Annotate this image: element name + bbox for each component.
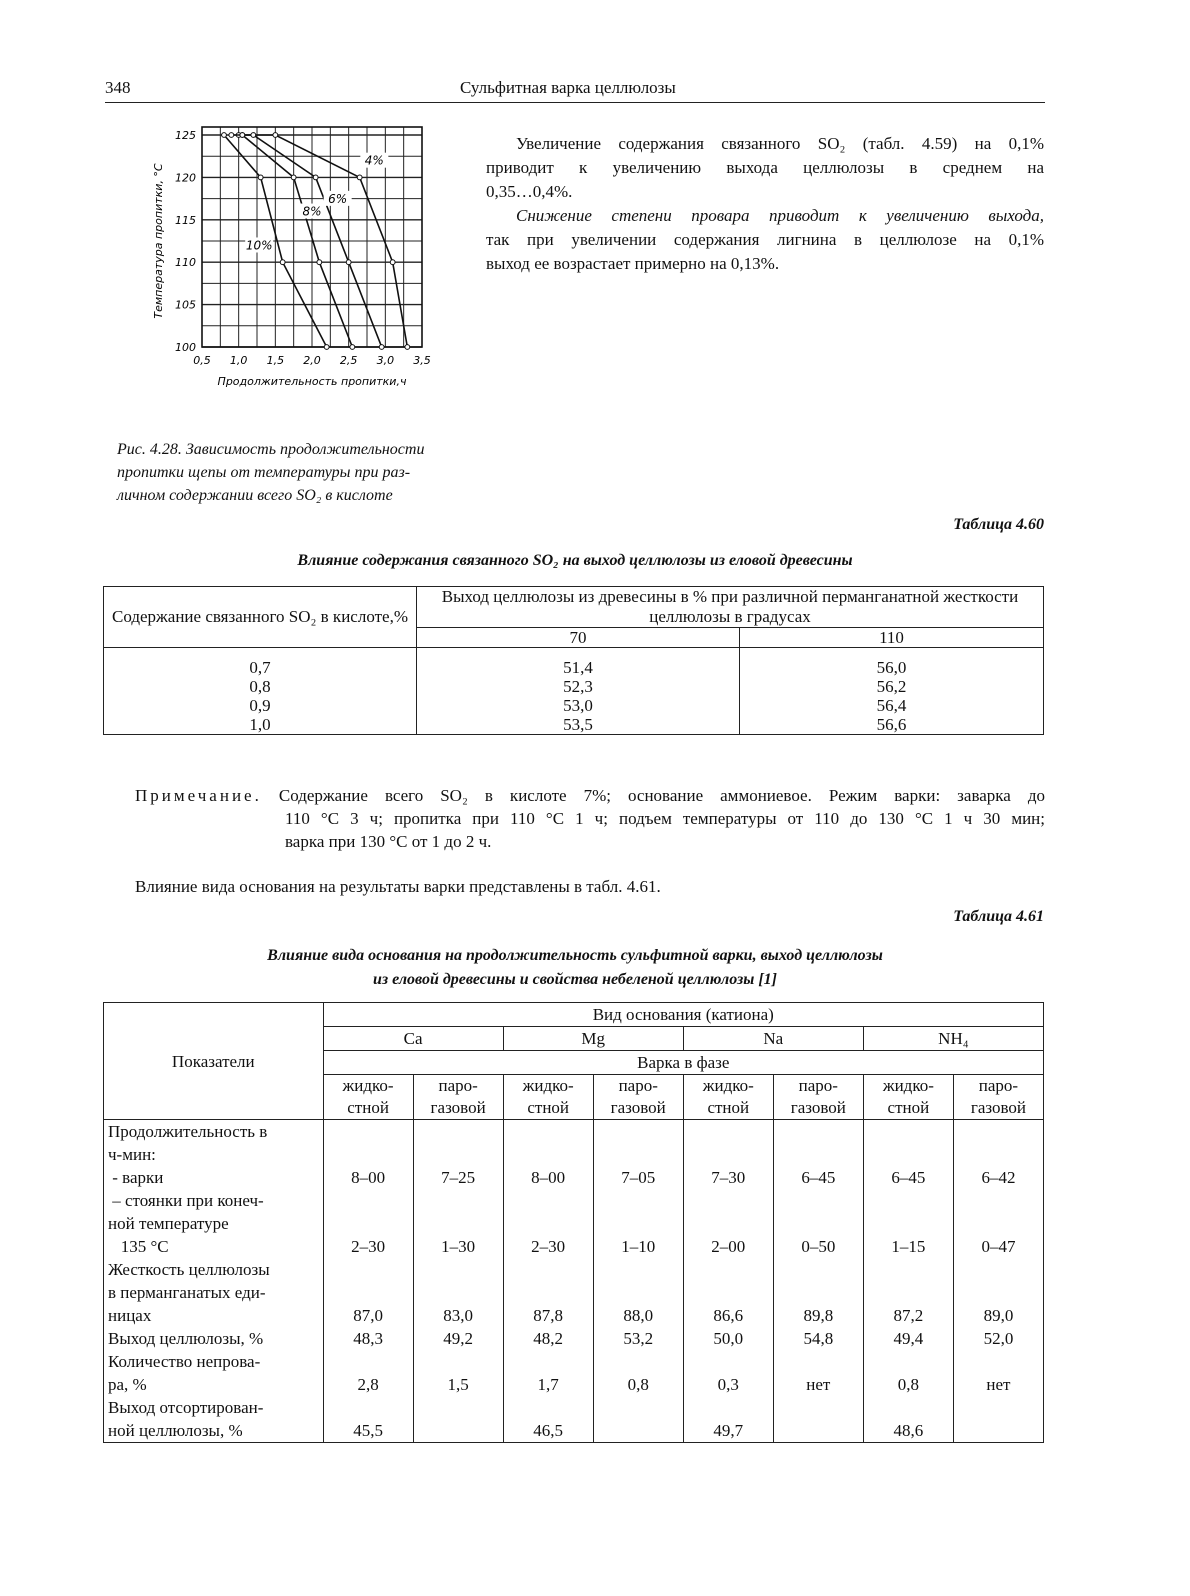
x-tick-label: 0,5 [193, 354, 211, 367]
data-point [229, 133, 234, 138]
table61-row [104, 1396, 1044, 1443]
row-label-line: Выход целлюлозы, % [108, 1329, 264, 1348]
data-point [324, 345, 329, 350]
subheader-line: паро- [438, 1076, 478, 1095]
caption-line: Рис. 4.28. Зависимость продолжительности [117, 441, 425, 458]
table61 [103, 1002, 1044, 1443]
table61-phase: Варка в фазе [323, 1051, 1043, 1075]
table61-cell: 46,5 [503, 1396, 593, 1443]
subheader-line: паро- [798, 1076, 838, 1095]
table61-cation: Na [683, 1027, 863, 1051]
table61-cell: 45,5 [323, 1396, 413, 1443]
table61-cation: Ca [323, 1027, 503, 1051]
table61-phase-subheader [773, 1075, 863, 1120]
data-point [390, 260, 395, 265]
subheader-line: жидко- [882, 1076, 934, 1095]
subheader-line: стной [527, 1098, 570, 1117]
table61-cell: 52,0 [953, 1327, 1043, 1350]
table61-row [104, 1258, 1044, 1327]
table61-title-line: из еловой древесины и свойства небеленой целлюлозы [1] [372, 971, 778, 988]
table61-cell: 89,0 [953, 1258, 1043, 1327]
subheader-line: газовой [790, 1098, 846, 1117]
table61-phase-subheader [413, 1075, 503, 1120]
table61-row [104, 1189, 1044, 1258]
table61-cell: 1,7 [503, 1350, 593, 1396]
table61-phase-subheader [593, 1075, 683, 1120]
table61-phase-subheader [683, 1075, 773, 1120]
y-axis-label: Температура пропитки, °С [152, 163, 165, 319]
row-label-line: ч-мин: [108, 1145, 156, 1164]
y-tick-label: 115 [175, 213, 196, 227]
p1-line: приводит к увеличению выхода целлюлозы в среднем на [486, 158, 1044, 177]
row-label-line: – стоянки при конеч- [108, 1191, 264, 1210]
table61-cell [863, 1120, 953, 1167]
table60-sub-header: 70 [417, 628, 740, 648]
y-tick-label: 125 [175, 129, 196, 142]
figure-caption [117, 438, 424, 507]
header-rule [105, 102, 1045, 103]
intro-table61: Влияние вида основания на результаты варки представлены в табл. 4.61. [135, 877, 661, 896]
table61-cell: 87,0 [323, 1258, 413, 1327]
table61-cell: 0,8 [863, 1350, 953, 1396]
table61-cell: 87,2 [863, 1258, 953, 1327]
note-line: варка при 130 °С от 1 до 2 ч. [285, 832, 492, 851]
table61-cell [413, 1396, 503, 1443]
row-label-line: ной целлюлозы, % [108, 1421, 243, 1440]
curve-label: 8% [302, 204, 322, 219]
y-tick-label: 100 [175, 341, 196, 354]
x-tick-label: 1,0 [229, 354, 248, 367]
data-point [240, 133, 245, 138]
y-tick-label: 120 [175, 171, 196, 185]
data-point [346, 260, 351, 265]
table61-cell [773, 1396, 863, 1443]
subheader-line: стной [887, 1098, 930, 1117]
p1-line: Увеличение содержания связанного SO₂ (табл. 4.59) на 0,1% [516, 134, 1044, 153]
p1-line: 0,35…0,4%. [486, 182, 573, 201]
p2-line: так при увеличении содержания лигнина в целлюлозе на 0,1% [486, 230, 1044, 249]
table61-cell [683, 1120, 773, 1167]
table61-cell: 49,7 [683, 1396, 773, 1443]
note-lead: Примечание. [135, 786, 262, 805]
table61-cell [953, 1120, 1043, 1167]
x-tick-label: 1,5 [266, 354, 285, 367]
figure-chart [140, 125, 470, 415]
table60-cell: 53,0 [417, 696, 740, 715]
table61-row-label [104, 1120, 324, 1167]
table61-cell: 8–00 [323, 1166, 413, 1189]
row-label-line: ницах [108, 1306, 152, 1325]
table61-cell [953, 1396, 1043, 1443]
x-tick-label: 2,5 [339, 354, 358, 367]
data-point [350, 345, 355, 350]
p2-italic-line: Снижение степени провара приводит к увеличению выхода, [516, 206, 1044, 225]
table61-cell: 0,3 [683, 1350, 773, 1396]
table61-cell [323, 1120, 413, 1167]
table61-cell: 48,3 [323, 1327, 413, 1350]
table61-cell: 2–30 [503, 1189, 593, 1258]
subheader-line: жидко- [522, 1076, 574, 1095]
curve-label: 10% [245, 238, 273, 253]
table61-cell [503, 1120, 593, 1167]
table61-cell: 89,8 [773, 1258, 863, 1327]
table61-row [104, 1166, 1044, 1189]
y-tick-label: 110 [175, 256, 196, 270]
x-tick-label: 2,0 [303, 354, 321, 367]
table61-cell: 0–47 [953, 1189, 1043, 1258]
table61-cell: 6–42 [953, 1166, 1043, 1189]
note-line: Содержание всего SO₂ в кислоте 7%; основание аммониевое. Режим варки: заварка до [278, 786, 1045, 805]
table61-row-label [104, 1189, 324, 1258]
data-point [280, 260, 285, 265]
table61-phase-subheader [503, 1075, 593, 1120]
row-label-line: ра, % [108, 1375, 147, 1394]
subheader-line: паро- [978, 1076, 1019, 1095]
x-tick-label: 3,0 [376, 354, 395, 367]
row-label-line: в перманганатых еди- [108, 1283, 266, 1302]
table61-cell: 1–10 [593, 1189, 683, 1258]
table60-cell: 1,0 [104, 715, 417, 735]
table60-title: Влияние содержания связанного SO₂ на выход целлюлозы из еловой древесины [297, 552, 853, 569]
table60 [103, 586, 1044, 735]
p2-line: выход ее возрастает примерно на 0,13%. [486, 254, 780, 273]
table61-cell: 2–30 [323, 1189, 413, 1258]
table61-cell: 86,6 [683, 1258, 773, 1327]
table61-cell: 0–50 [773, 1189, 863, 1258]
table61-row-label [104, 1327, 324, 1350]
table61-row-label [104, 1350, 324, 1396]
table61-title-line: Влияние вида основания на продолжительность сульфитной варки, выход целлюлозы [267, 947, 883, 964]
x-tick-label: 3,5 [413, 354, 431, 367]
table61-cell: 53,2 [593, 1327, 683, 1350]
table61-cell: 2–00 [683, 1189, 773, 1258]
table61-cell: 88,0 [593, 1258, 683, 1327]
table61-cell: 7–30 [683, 1166, 773, 1189]
data-point [357, 175, 362, 180]
data-point [273, 133, 278, 138]
table61-cell: нет [953, 1350, 1043, 1396]
curve-label: 4% [364, 153, 384, 168]
table60-cell: 53,5 [417, 715, 740, 735]
table61-row [104, 1350, 1044, 1396]
curve-label: 6% [328, 191, 348, 206]
table61-cell: 83,0 [413, 1258, 503, 1327]
table60-cell: 56,2 [740, 677, 1044, 696]
subheader-line: газовой [430, 1098, 486, 1117]
table61-cell: 1,5 [413, 1350, 503, 1396]
table61-cell: 48,2 [503, 1327, 593, 1350]
data-point [258, 175, 263, 180]
y-tick-label: 105 [175, 298, 196, 312]
table61-cell: 0,8 [593, 1350, 683, 1396]
table60-cell: 0,7 [104, 648, 417, 678]
table61-cell: 7–25 [413, 1166, 503, 1189]
table61-cell: 49,4 [863, 1327, 953, 1350]
table60-cell: 51,4 [417, 648, 740, 678]
table61-title [105, 944, 1045, 992]
table61-row-label [104, 1258, 324, 1327]
table61-phase-subheader [323, 1075, 413, 1120]
table61-row-label [104, 1166, 324, 1189]
caption-line: личном содержании всего SO₂ в кислоте [117, 487, 393, 504]
subheader-line: газовой [610, 1098, 666, 1117]
table61-cell [413, 1120, 503, 1167]
table61-phase-subheader [953, 1075, 1043, 1120]
row-label-line: Выход отсортирован- [108, 1398, 264, 1417]
data-point [405, 345, 410, 350]
row-label-line: Продолжительность в [108, 1122, 268, 1141]
subheader-line: стной [347, 1098, 389, 1117]
table61-cell: 6–45 [863, 1166, 953, 1189]
running-title: Сульфитная варка целлюлозы [460, 78, 676, 97]
table61-cell: 49,2 [413, 1327, 503, 1350]
table61-cell [773, 1120, 863, 1167]
table61-col1-header: Показатели [104, 1003, 324, 1120]
table61-label: Таблица 4.61 [953, 908, 1044, 925]
table61-cation: NH₄ [863, 1027, 1043, 1051]
table60-label: Таблица 4.60 [953, 516, 1044, 533]
table61-cell: нет [773, 1350, 863, 1396]
table61-cation: Mg [503, 1027, 683, 1051]
table61-row-label [104, 1396, 324, 1443]
table61-phase-subheader [863, 1075, 953, 1120]
row-label-line: - варки [108, 1168, 164, 1187]
data-point [313, 175, 318, 180]
table61-cell: 1–30 [413, 1189, 503, 1258]
table61-cell [593, 1120, 683, 1167]
table61-row [104, 1327, 1044, 1350]
table61-cell: 7–05 [593, 1166, 683, 1189]
table61-cell: 50,0 [683, 1327, 773, 1350]
right-text [486, 132, 1044, 276]
table61-row [104, 1120, 1044, 1167]
table60-cell: 56,4 [740, 696, 1044, 715]
table60-cell: 0,9 [104, 696, 417, 715]
subheader-line: жидко- [702, 1076, 754, 1095]
subheader-line: газовой [970, 1098, 1027, 1117]
data-point [317, 260, 322, 265]
data-point [222, 133, 227, 138]
table61-cell [593, 1396, 683, 1443]
x-axis-label: Продолжительность пропитки,ч [217, 375, 407, 388]
table61-cell: 8–00 [503, 1166, 593, 1189]
table60-col1-header: Содержание связанного SO₂ в кислоте,% [104, 587, 417, 648]
row-label-line: Жесткость целлюлозы [108, 1260, 270, 1279]
subheader-line: стной [707, 1098, 750, 1117]
subheader-line: паро- [618, 1076, 658, 1095]
table61-cell: 48,6 [863, 1396, 953, 1443]
table60-cell: 52,3 [417, 677, 740, 696]
table61-cell: 54,8 [773, 1327, 863, 1350]
subheader-line: жидко- [342, 1076, 394, 1095]
data-point [251, 133, 256, 138]
data-point [379, 345, 384, 350]
table60-group-header: Выход целлюлозы из древесины в % при различной перманганатной жесткости целлюлозы в градусах [417, 587, 1044, 628]
caption-line: пропитки щепы от температуры при раз- [117, 464, 411, 481]
table60-sub-header: 110 [740, 628, 1044, 648]
table61-cell: 87,8 [503, 1258, 593, 1327]
table60-cell: 56,6 [740, 715, 1044, 735]
row-label-line: Количество непрова- [108, 1352, 261, 1371]
row-label-line: ной температуре [108, 1214, 229, 1233]
table61-cell: 2,8 [323, 1350, 413, 1396]
table60-cell: 0,8 [104, 677, 417, 696]
table61-cell: 1–15 [863, 1189, 953, 1258]
table60-cell: 56,0 [740, 648, 1044, 678]
row-label-line: 135 °С [108, 1237, 169, 1256]
table60-note [135, 784, 1045, 853]
table61-cell: 6–45 [773, 1166, 863, 1189]
page-number: 348 [105, 78, 131, 97]
note-line: 110 °С 3 ч; пропитка при 110 °С 1 ч; подъем температуры от 110 до 130 °С 1 ч 30 мин; [285, 809, 1045, 828]
table61-group-header: Вид основания (катиона) [323, 1003, 1043, 1027]
data-point [291, 175, 296, 180]
